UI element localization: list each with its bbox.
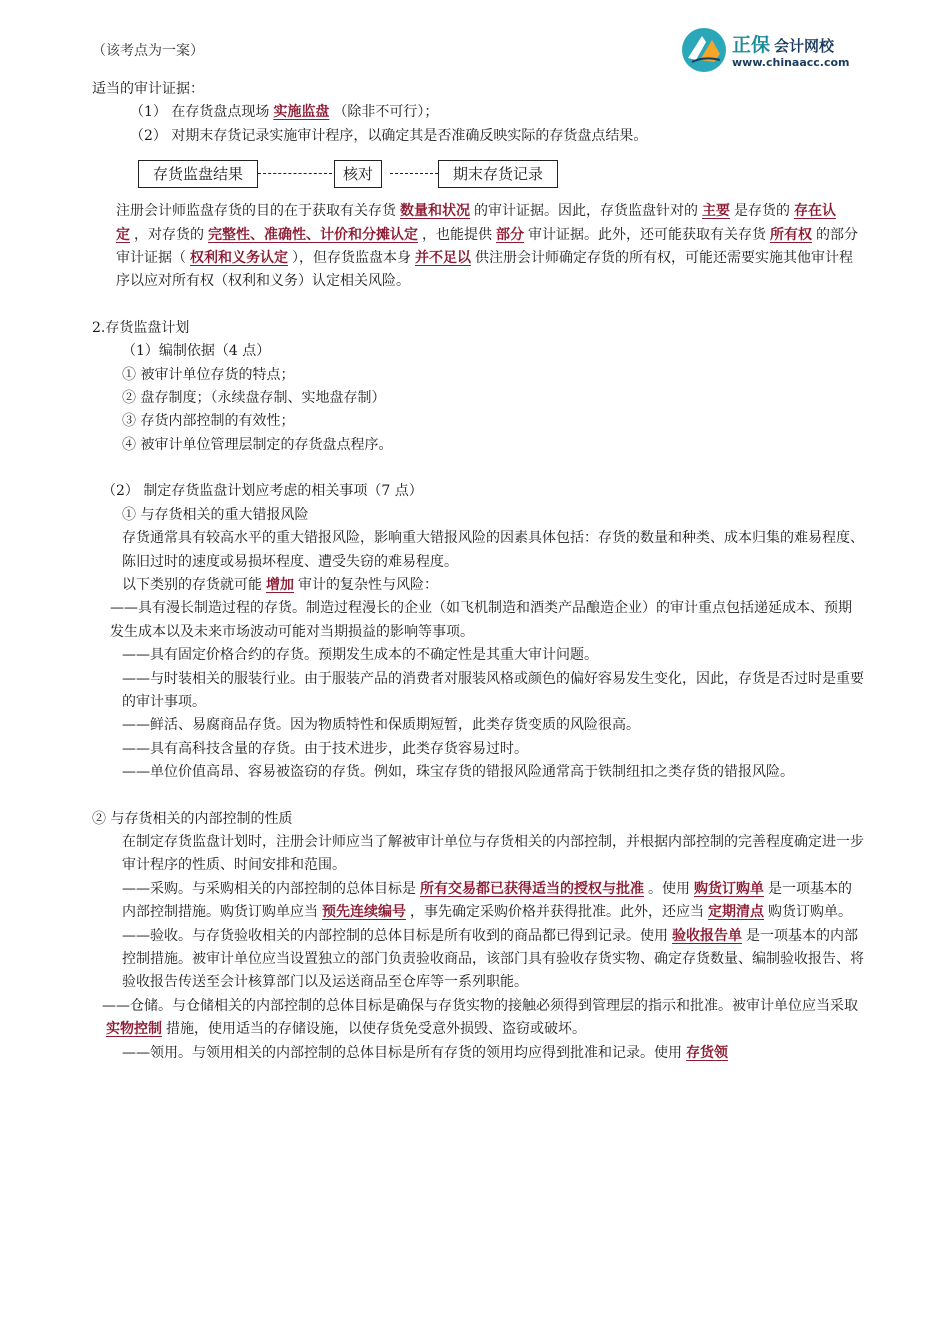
logo-url: www.chinaacc.com: [732, 56, 850, 69]
control-receiving: ——验收。与存货验收相关的内部控制的总体目标是所有收到的商品都已得到记录。使用 验收报告单 是一项基本的内部控制措施。被审计单位应当设置独立的部门负责验收商品，该部门具有验收存货实物、确定存货数量、编制验收报告、将验收报告传送至会计核算部门以及运送商品至仓库等一系列职能。: [122, 927, 864, 991]
basis-item: ② 盘存制度；（永续盘存制、实地盘存制）: [122, 390, 386, 407]
flow-box-period-end-records: 期末存货记录: [438, 160, 558, 188]
basis-item: ① 被审计单位存货的特点；: [122, 366, 295, 383]
logo-title: 正保 会计网校: [732, 34, 835, 56]
point-1-text: 存货通常具有较高水平的重大错报风险，影响重大错报风险的因素具体包括：存货的数量和种类、成本归集的难易程度、陈旧过时的速度或易损坏程度、遭受失窃的难易程度。: [122, 530, 864, 570]
intro-line: 适当的审计证据：: [92, 81, 204, 97]
risk-item: ——具有漫长制造过程的存货。制造过程漫长的企业（如飞机制造和酒类产品酿造企业）的审计重点包括递延成本、预期发生成本以及未来市场波动可能对当期损益的影响等事项。: [110, 600, 852, 640]
flow-box-check: 核对: [334, 160, 382, 188]
paragraph-purpose: 注册会计师监盘存货的目的在于获取有关存货 数量和状况 的审计证据。因此，存货监盘针对的 主要 是存货的 存在认定 ，对存货的 完整性、准确性、计价和分摊认定 ，也能提供 部分 审计证据。此外，还可能获取有关存货 所有权 的部分审计证据（ 权利和义务认定 ），但存货监盘本身 并不足以 供注册会计师确定存货的所有权，可能还需要实施其他审计程序以应对所有权（权利和义务）认定相关风险。: [116, 203, 858, 290]
control-issuing: ——领用。与领用相关的内部控制的总体目标是所有存货的领用均应得到批准和记录。使用 存货领: [122, 1044, 728, 1061]
flow-box-inventory-count: 存货监盘结果: [138, 160, 258, 188]
intro-item-1: （1） 在存货盘点现场 实施监盘 （除非不可行）；: [130, 104, 439, 121]
logo-emblem-icon: [680, 26, 728, 74]
risk-item: ——鲜活、易腐商品存货。因为物质特性和保质期短暂，此类存货变质的风险很高。: [122, 717, 640, 734]
risk-item: ——单位价值高昂、容易被盗窃的存货。例如，珠宝存货的错报风险通常高于铁制纽扣之类存货的错报风险。: [122, 764, 794, 781]
point-2-title: ② 与存货相关的内部控制的性质: [92, 810, 293, 827]
flow-diagram: [92, 154, 864, 200]
logo[interactable]: [680, 26, 880, 76]
basis-item: ③ 存货内部控制的有效性；: [122, 413, 295, 430]
point-2-text: 在制定存货监盘计划时，注册会计师应当了解被审计单位与存货相关的内部控制，并根据内部控制的完善程度确定进一步审计程序的性质、时间安排和范围。: [122, 833, 864, 874]
risk-item: ——具有高科技含量的存货。由于技术进步，此类存货容易过时。: [122, 740, 528, 757]
risk-item: ——具有固定价格合约的存货。预期发生成本的不确定性是其重大审计问题。: [122, 647, 598, 664]
flow-connector: [258, 173, 332, 174]
control-storage: ——仓储。与仓储相关的内部控制的总体目标是确保与存货实物的接触必须得到管理层的指示和批准。被审计单位应当采取实物控制 措施，使用适当的存储设施，以使存货免受意外损毁、盗窃或破坏。: [102, 997, 858, 1038]
subsection-considerations: （2） 制定存货监盘计划应考虑的相关事项（7 点）: [102, 483, 423, 500]
point-1-lead: 以下类别的存货就可能 增加 审计的复杂性与风险：: [122, 576, 438, 593]
intro-item-2: （2） 对期末存货记录实施审计程序，以确定其是否准确反映实际的存货盘点结果。: [130, 127, 648, 144]
point-1-title: ① 与存货相关的重大错报风险: [122, 506, 309, 523]
risk-item: ——与时装相关的服装行业。由于服装产品的消费者对服装风格或颜色的偏好容易发生变化，因此，存货是否过时是重要的审计事项。: [122, 670, 864, 710]
cut-off-heading: （该考点为一案）: [92, 43, 204, 59]
control-purchase: ——采购。与采购相关的内部控制的总体目标是 所有交易都已获得适当的授权与批准 。使用 购货订购单 是一项基本的内部控制措施。购货订购单应当 预先连续编号 ，事先确定采购价格并获得批准。此外，还应当 定期清点 购货订购单。: [122, 880, 852, 921]
flow-connector: [390, 173, 438, 174]
main-content: [92, 78, 864, 1065]
subsection-basis: （1）编制依据（4 点）: [122, 343, 271, 360]
basis-item: ④ 被审计单位管理层制定的存货盘点程序。: [122, 436, 393, 453]
section-title: 2.存货监盘计划: [92, 319, 190, 336]
